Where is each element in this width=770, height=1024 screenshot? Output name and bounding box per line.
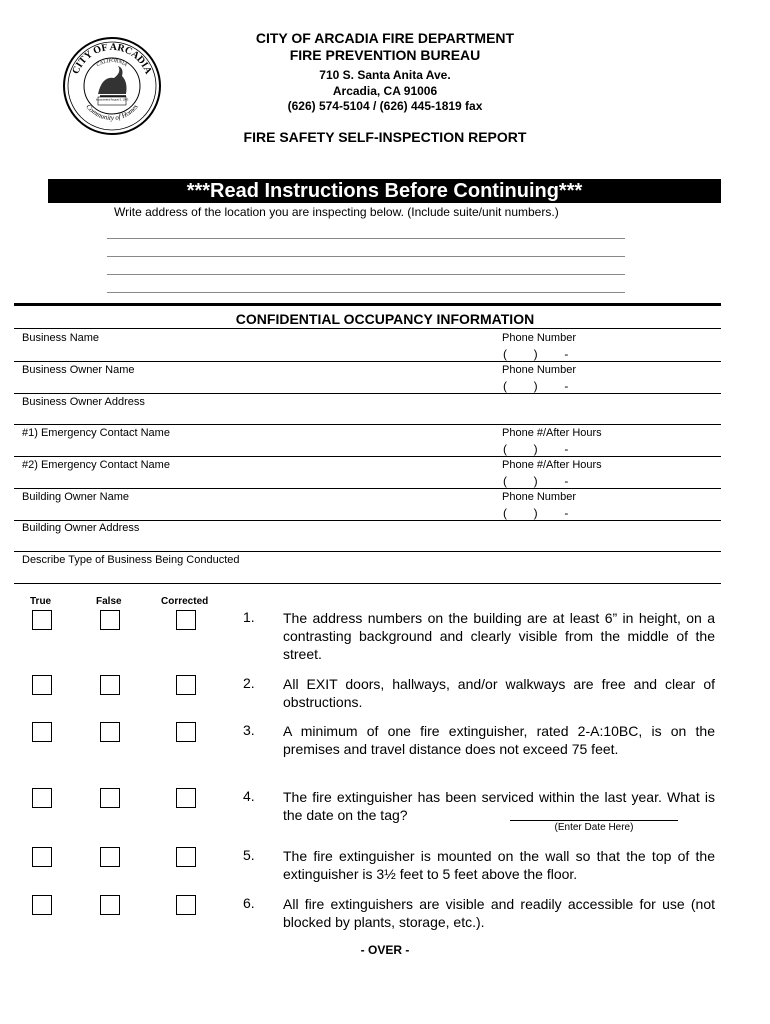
section-divider [14,328,721,329]
row-line [14,520,721,521]
address-line-3[interactable] [107,274,625,275]
phone-label: Phone Number [502,364,576,376]
field-label-emergency-contact-1: #1) Emergency Contact Name [22,427,170,439]
question-number: 1. [243,609,255,625]
seal-bottom-text: Community of Homes [84,102,140,123]
column-corrected: Corrected [161,596,209,607]
seal-top-text: CITY OF ARCADIA [70,41,154,76]
street-address: 710 S. Santa Anita Ave. [319,68,451,82]
date-input-line[interactable] [510,820,678,821]
phone-label: Phone #/After Hours [502,459,602,471]
phone-blank[interactable]: ( ) - [503,506,569,520]
row-line [14,361,721,362]
column-true: True [30,596,52,607]
checkbox-false-q6[interactable] [100,895,120,915]
seal-incorporated: Incorporated August 5, 1903 [95,98,129,102]
phone-blank[interactable]: ( ) - [503,379,569,393]
row-line [14,456,721,457]
checkbox-corrected-q5[interactable] [176,847,196,867]
phone-fax: (626) 574-5104 / (626) 445-1819 fax [287,99,483,113]
report-title: FIRE SAFETY SELF-INSPECTION REPORT [243,129,527,145]
address-line-1[interactable] [107,238,625,239]
address-line-4[interactable] [107,292,625,293]
row-line [14,488,721,489]
question-number: 2. [243,675,255,691]
field-label-business-owner-name: Business Owner Name [22,364,135,376]
checkbox-true-q1[interactable] [32,610,52,630]
checkbox-corrected-q4[interactable] [176,788,196,808]
field-label-emergency-contact-2: #2) Emergency Contact Name [22,459,170,471]
row-line [14,424,721,425]
checkbox-true-q6[interactable] [32,895,52,915]
instructions-banner: ***Read Instructions Before Continuing*** [48,179,721,203]
checkbox-corrected-q2[interactable] [176,675,196,695]
phone-blank[interactable]: ( ) - [503,474,569,488]
checkbox-corrected-q3[interactable] [176,722,196,742]
checkbox-true-q3[interactable] [32,722,52,742]
field-label-building-owner-address: Building Owner Address [22,522,140,534]
checkbox-corrected-q1[interactable] [176,610,196,630]
address-line-2[interactable] [107,256,625,257]
checkbox-false-q3[interactable] [100,722,120,742]
question-number: 5. [243,847,255,863]
city-address: Arcadia, CA 91006 [332,84,438,98]
row-line [14,551,721,552]
phone-label: Phone Number [502,491,576,503]
checkbox-false-q4[interactable] [100,788,120,808]
question-text: All EXIT doors, hallways, and/or walkways are free and clear of obstructions. [283,676,715,710]
question-text: The address numbers on the building are at least 6” in height, on a contrasting background and clearly visible from the middle of the street. [283,610,715,662]
field-label-business-owner-address: Business Owner Address [22,396,145,408]
row-line [14,583,721,584]
field-label-business-type: Describe Type of Business Being Conducted [22,554,240,566]
over-indicator: - OVER - [360,943,410,957]
checkbox-true-q4[interactable] [32,788,52,808]
phone-label: Phone #/After Hours [502,427,602,439]
field-label-building-owner-name: Building Owner Name [22,491,129,503]
question-number: 3. [243,722,255,738]
date-hint: (Enter Date Here) [554,822,634,833]
occupancy-title: CONFIDENTIAL OCCUPANCY INFORMATION [235,311,535,327]
question-text: The fire extinguisher is mounted on the wall so that the top of the extinguisher is 3½ feet to 5 feet above the floor. [283,848,715,882]
section-divider-top [14,303,721,306]
phone-blank[interactable]: ( ) - [503,347,569,361]
seal-state-text: CALIFORNIA [96,58,128,69]
row-line [14,393,721,394]
department-name: CITY OF ARCADIA FIRE DEPARTMENT [255,30,515,46]
question-number: 4. [243,788,255,804]
bureau-name: FIRE PREVENTION BUREAU [289,47,481,63]
question-number: 6. [243,895,255,911]
phone-label: Phone Number [502,332,576,344]
checkbox-true-q5[interactable] [32,847,52,867]
column-false: False [96,596,122,607]
address-instruction: Write address of the location you are inspecting below. (Include suite/unit numbers.) [114,205,559,219]
checkbox-true-q2[interactable] [32,675,52,695]
question-text: The fire extinguisher has been serviced within the last year. What is the date on the tag? [283,789,715,823]
checkbox-false-q5[interactable] [100,847,120,867]
checkbox-false-q1[interactable] [100,610,120,630]
question-text: A minimum of one fire extinguisher, rated 2-A:10BC, is on the premises and travel distance does not exceed 75 feet. [283,723,715,757]
field-label-business-name: Business Name [22,332,100,344]
checkbox-false-q2[interactable] [100,675,120,695]
phone-blank[interactable]: ( ) - [503,442,569,456]
question-text: All fire extinguishers are visible and readily accessible for use (not blocked by plants, storage, etc.). [283,896,715,930]
checkbox-corrected-q6[interactable] [176,895,196,915]
